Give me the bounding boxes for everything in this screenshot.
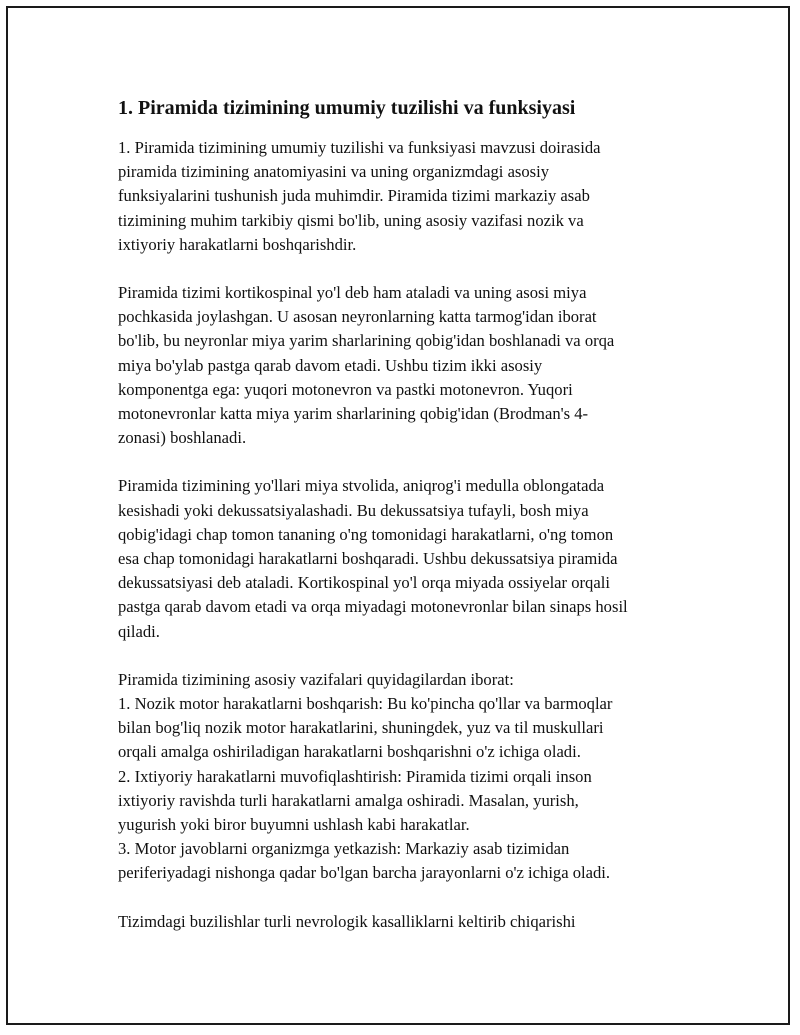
paragraph-disorders: Tizimdagi buzilishlar turli nevrologik kasalliklarni keltirib chiqarishi	[118, 911, 576, 931]
document-body	[118, 94, 698, 958]
paragraph-intro: 1. Piramida tizimining umumiy tuzilishi va funksiyasi mavzusi doirasida piramida tizimining anatomiyasini va uning organizmdagi asosiy funksiyalarini tushunish juda muhimdir. Piramida tizimi markaziy asab tizimining muhim tarkibiy qismi bo'lib, uning asosiy vazifasi nozik va ixtiyoriy harakatlarni boshqarishdir.	[118, 138, 601, 254]
section-heading: 1. Piramida tizimining umumiy tuzilishi va funksiyasi	[118, 97, 576, 119]
paragraph-structure: Piramida tizimi kortikospinal yo'l deb ham ataladi va uning asosi miya pochkasida joylashgan. U asosan neyronlarning katta tarmog'idan iborat bo'lib, bu neyronlar miya yarim sharlarining qobig'idan boshlanadi va orqa miya bo'ylab pastga qarab davom etadi. Ushbu tizim ikki asosiy komponentga ega: yuqori motonevron va pastki motonevron. Yuqori motonevronlar katta miya yarim sharlarining qobig'idan (Brodman's 4- zonasi) boshlanadi.	[118, 283, 615, 448]
paragraph-decussation: Piramida tizimining yo'llari miya stvolida, aniqrog'i medulla oblongatada kesishadi yoki dekussatsiyalashadi. Bu dekussatsiya tufayli, bosh miya qobig'idagi chap tomon tananing o'ng tomonidagi harakatlarni, o'ng tomon esa chap tomonidagi harakatlarni boshqaradi. Ushbu dekussatsiya piramida dekussatsiyasi deb ataladi. Kortikospinal yo'l orqa miyada ossiyelar orqali pastga qarab davom etadi va orqa miyadagi motonevronlar bilan sinaps hosil qiladi.	[118, 476, 628, 641]
paragraph-functions: Piramida tizimining asosiy vazifalari quyidagilardan iborat: 1. Nozik motor harakatlarni boshqarish: Bu ko'pincha qo'llar va barmoqlar bilan bog'liq nozik motor harakatlarini, shuningdek, yuz va til muskullari orqali amalga oshiriladigan harakatlarni boshqarishni o'z ichiga oladi. 2. Ixtiyoriy harakatlarni muvofiqlashtirish: Piramida tizimi orqali inson ixtiyoriy ravishda turli harakatlarni amalga oshiradi. Masalan, yurish, yugurish yoki biror buyumni ushlash kabi harakatlar. 3. Motor javoblarni organizmga yetkazish: Markaziy asab tizimidan periferiyadagi nishonga qadar bo'lgan barcha jarayonlarni o'z ichiga oladi.	[118, 669, 613, 883]
